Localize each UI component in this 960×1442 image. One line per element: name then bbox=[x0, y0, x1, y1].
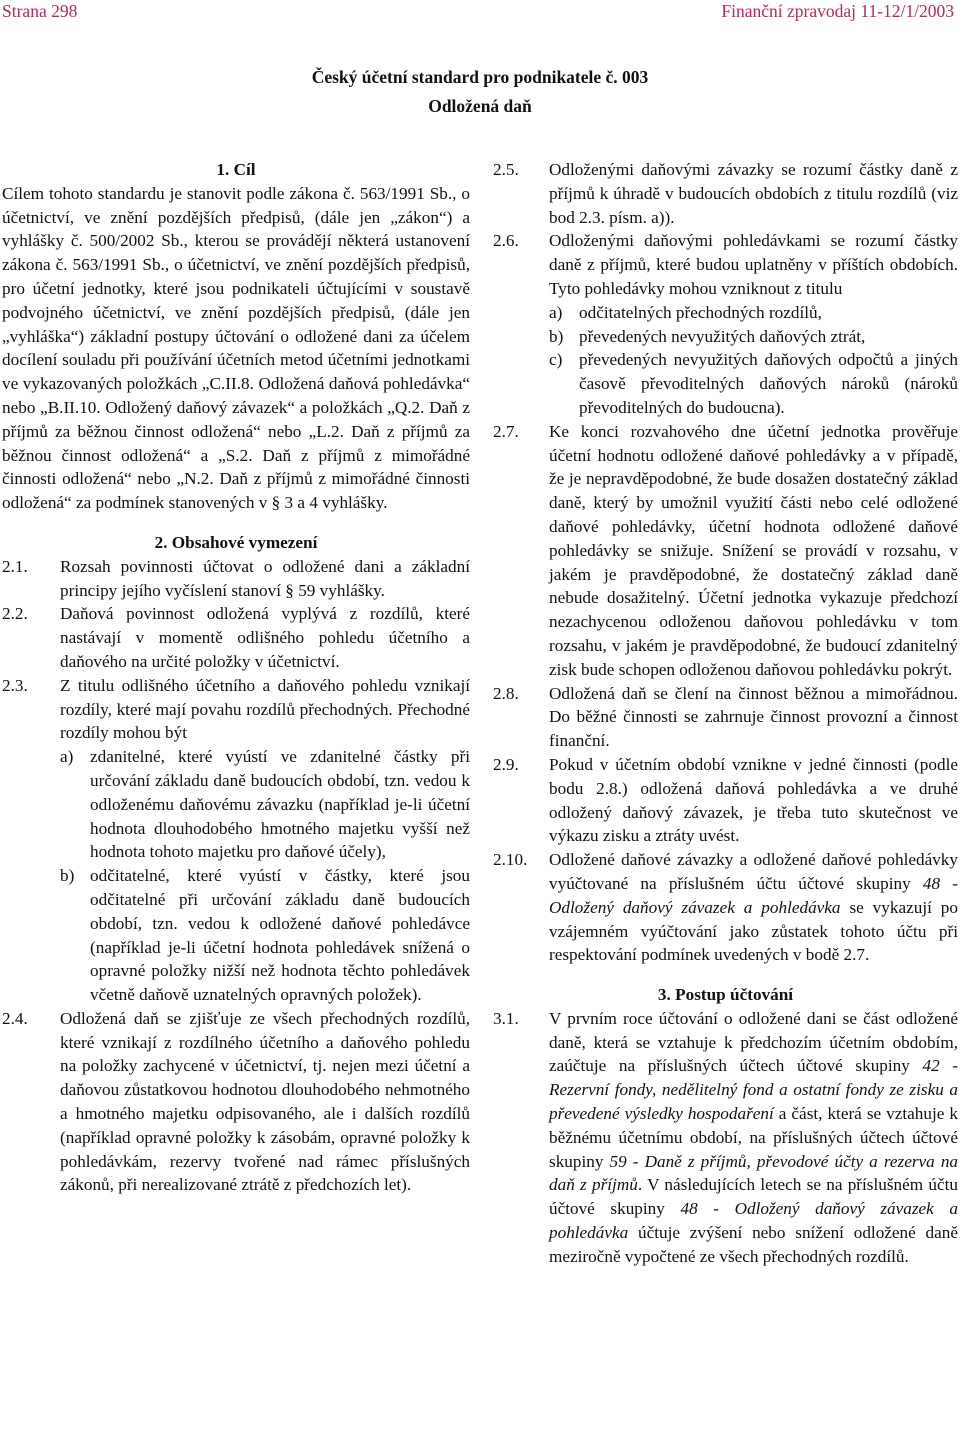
right-column bbox=[493, 158, 958, 1269]
paragraph-2-7 bbox=[493, 420, 958, 682]
paragraph-2-4 bbox=[2, 1007, 470, 1197]
list-label: c) bbox=[549, 350, 563, 370]
page-header bbox=[0, 0, 960, 22]
list-item bbox=[549, 348, 958, 419]
paragraph-2-1 bbox=[2, 555, 470, 603]
paragraph-number: 2.7. bbox=[493, 421, 519, 441]
account-group-name: 59 - Daně z příjmů, převodové účty a rezerva na daň z příjmů bbox=[549, 1151, 959, 1195]
paragraph-number: 2.4. bbox=[2, 1008, 28, 1028]
paragraph-number: 2.9. bbox=[493, 754, 519, 774]
paragraph-2-10 bbox=[493, 848, 958, 967]
account-group-name: 42 - Rezervní fondy, nedělitelný fond a ostatní fondy ze zisku a převedené výsledky hospodaření bbox=[549, 1056, 958, 1124]
paragraph-number: 2.1. bbox=[2, 556, 28, 576]
section-3-heading: 3. Postup účtování bbox=[657, 985, 794, 1005]
paragraph-text: Odložené daňové závazky a odložené daňové pohledávky vyúčtované na příslušném účtu účtové skupiny 48 - Odložený daňový závazek a pohledávka se vykazují po vzájemném vyúčtování jako zůstatek tohoto účtu při respektování podmínek uvedených v bodě 2.7. bbox=[549, 850, 958, 965]
account-group-name: 48 - Odložený daňový závazek a pohledávka bbox=[549, 1199, 958, 1243]
paragraph-text: Odloženými daňovými pohledávkami se rozumí částky daně z příjmů, které budou uplatněny v příštích obdobích. Tyto pohledávky mohou vzniknout z titulu bbox=[549, 231, 958, 298]
list-label: a) bbox=[549, 302, 563, 322]
standard-title: Český účetní standard pro podnikatele č. 003 bbox=[311, 67, 649, 87]
list-item bbox=[549, 325, 958, 349]
paragraph-number: 2.2. bbox=[2, 604, 28, 624]
list-label: b) bbox=[549, 326, 564, 346]
list-item bbox=[60, 864, 470, 1007]
paragraph-number: 2.5. bbox=[493, 160, 519, 179]
list-text: odčitatelné, které vyústí v částky, které jsou odčitatelné při určování základu daně budoucích období, tzn. vedou k odložené daňové pohledávce (například je-li účetní hodnota pohledávek snížená o opravné položky nižší než hodnota těchto pohledávek včetně daňově uznatelných opravných položek). bbox=[90, 866, 470, 1005]
section-2-heading: 2. Obsahové vymezení bbox=[154, 532, 318, 552]
paragraph-2-6 bbox=[493, 229, 958, 419]
paragraph-text: Daňová povinnost odložená vyplývá z rozdílů, které nastávají v momentě odlišného pohledu účetního a daňového na určité položky v účetnictví. bbox=[60, 604, 470, 671]
paragraph-text: Odloženými daňovými závazky se rozumí částky daně z příjmů k úhradě v budoucích obdobích z titulu rozdílů (viz bod 2.3. písm. a)). bbox=[549, 160, 958, 227]
paragraph-number: 2.10. bbox=[493, 850, 528, 870]
section-1-text: Cílem tohoto standardu je stanovit podle zákona č. 563/1991 Sb., o účetnictví, ve znění pozdějších předpisů, (dále jen „zákon“) a vyhlášky č. 500/2002 Sb., kterou se provádějí některá ustanovení zákona č. 563/1991 Sb., o účetnictví, ve znění pozdějších předpisů, pro účetní jednotky, které jsou podnikateli účtujícími v soustavě podvojného účetnictví, ve znění pozdějších předpisů, (dále jen „vyhláška“) základní postupy účtování o odložené dani za účelem docílení souladu při používání účetních metod účetními jednotkami ve vykazovaných položkách „C.II.8. Odložená daňová pohledávka“ nebo „B.II.10. Odložený daňový závazek“ a položkách „Q.2. Daň z příjmů za běžnou činnost odložená“ nebo „L.2. Daň z příjmů za běžnou činnost odložená“ a „S.2. Daň z příjmů z mimořádné činnosti odložená“ nebo „N.2. Daň z příjmů z mimořádné činnosti odložená“ za podmínek stanovených v § 3 a 4 vyhlášky. bbox=[2, 183, 470, 513]
paragraph-number: 2.3. bbox=[2, 675, 28, 695]
paragraph-2-9 bbox=[493, 753, 958, 848]
paragraph-number: 3.1. bbox=[493, 1008, 519, 1028]
page-number: Strana 298 bbox=[2, 1, 78, 21]
journal-issue: Finanční zpravodaj 11-12/1/2003 bbox=[721, 1, 954, 21]
paragraph-2-5 bbox=[493, 158, 958, 229]
list-text: převedených nevyužitých daňových odpočtů a jiných časově převoditelných daňových nároků (nároků převoditelných do budoucna). bbox=[579, 350, 958, 417]
account-group-name: 48 - Odložený daňový závazek a pohledávka bbox=[549, 873, 958, 917]
list-text: zdanitelné, které vyústí ve zdanitelné částky při určování základu daně budoucích období, tzn. vedou k odloženému daňovému závazku (například je-li účetní hodnota dlouhodobého hmotného majetku vyšší než hodnota tohoto majetku pro daňové účely), bbox=[90, 747, 470, 862]
paragraph-3-1 bbox=[493, 1007, 958, 1269]
paragraph-text: Ke konci rozvahového dne účetní jednotka prověřuje účetní hodnotu odložené daňové pohledávky a v případě, že je nepravděpodobné, že bude dosažen dostatečný základ daně, který by umožnil využití části nebo celé odložené daňové pohledávky, účetní hodnota odložené daňové pohledávky se snižuje. Snížení se provádí v rozsahu, v jakém je pravděpodobné, že dostatečný základ daně nebude dosažitelný. Účetní jednotka vykazuje předchozí nezachycenou odloženou daňovou pohledávku v tom rozsahu, v jakém je pravděpodobné, že budoucí zdanitelný zisk bude schopen odloženou daňovou pohledávku pokrýt. bbox=[549, 421, 958, 679]
paragraph-2-3 bbox=[2, 674, 470, 1007]
paragraph-number: 2.6. bbox=[493, 231, 519, 251]
standard-subtitle: Odložená daň bbox=[428, 96, 532, 116]
list-label: b) bbox=[60, 866, 75, 886]
paragraph-text: V prvním roce účtování o odložené dani se část odložené daně, která se vztahuje k předchozím účetním obdobím, zaúčtuje na příslušných účtech účtové skupiny 42 - Rezervní fondy, nedělitelný fond a ostatní fondy ze zisku a převedené výsledky hospodaření a část, která se vztahuje k běžnému účetnímu období, na příslušných účtech účtové skupiny 59 - Daně z příjmů, převodové účty a rezerva na daň z příjmů. V následujících letech se na příslušném účtu účtové skupiny 48 - Odložený daňový závazek a pohledávka účtuje zvýšení nebo snížení odložené daně meziročně vypočtené ze všech přechodných rozdílů. bbox=[549, 1008, 959, 1266]
list-label: a) bbox=[60, 747, 74, 767]
paragraph-2-8 bbox=[493, 682, 958, 753]
paragraph-text: Odložená daň se člení na činnost běžnou a mimořádnou. Do běžné činnosti se zahrnuje činnost provozní a činnost finanční. bbox=[549, 683, 958, 751]
paragraph-text: Pokud v účetním období vznikne v jedné činnosti (podle bodu 2.8.) odložená daňová pohledávka a ve druhé odložený daňový závazek, je třeba tuto skutečnost ve výkazu zisku a ztráty uvést. bbox=[549, 754, 958, 846]
list-text: odčitatelných přechodných rozdílů, bbox=[579, 302, 822, 322]
list-item bbox=[60, 745, 470, 864]
paragraph-text: Rozsah povinnosti účtovat o odložené dani a základní principy jejího vyčíslení stanoví § 59 vyhlášky. bbox=[60, 556, 470, 600]
paragraph-text: Z titulu odlišného účetního a daňového pohledu vznikají rozdíly, které mají povahu rozdílů přechodných. Přechodné rozdíly mohou být bbox=[60, 675, 470, 743]
list-item bbox=[549, 301, 958, 325]
paragraph-number: 2.8. bbox=[493, 683, 519, 703]
document-title bbox=[0, 63, 960, 121]
section-1-heading: 1. Cíl bbox=[216, 160, 256, 179]
list-text: převedených nevyužitých daňových ztrát, bbox=[579, 326, 866, 346]
paragraph-text: Odložená daň se zjišťuje ze všech přechodných rozdílů, které vznikají z rozdílného účetního a daňového pohledu na položky zachycené v účetnictví, tj. nejen mezi účetní a daňovou zůstatkovou hodnotou dlouhodobého nehmotného a hmotného majetku odpisovaného, ale i dalších rozdílů (například opravné položky k zásobám, opravné položky k pohledávkám, rezervy tvořené nad rámec příslušných zákonů, při nerealizované ztrátě z předchozích let). bbox=[60, 1008, 470, 1195]
paragraph-2-2 bbox=[2, 602, 470, 673]
left-column bbox=[2, 158, 470, 1197]
